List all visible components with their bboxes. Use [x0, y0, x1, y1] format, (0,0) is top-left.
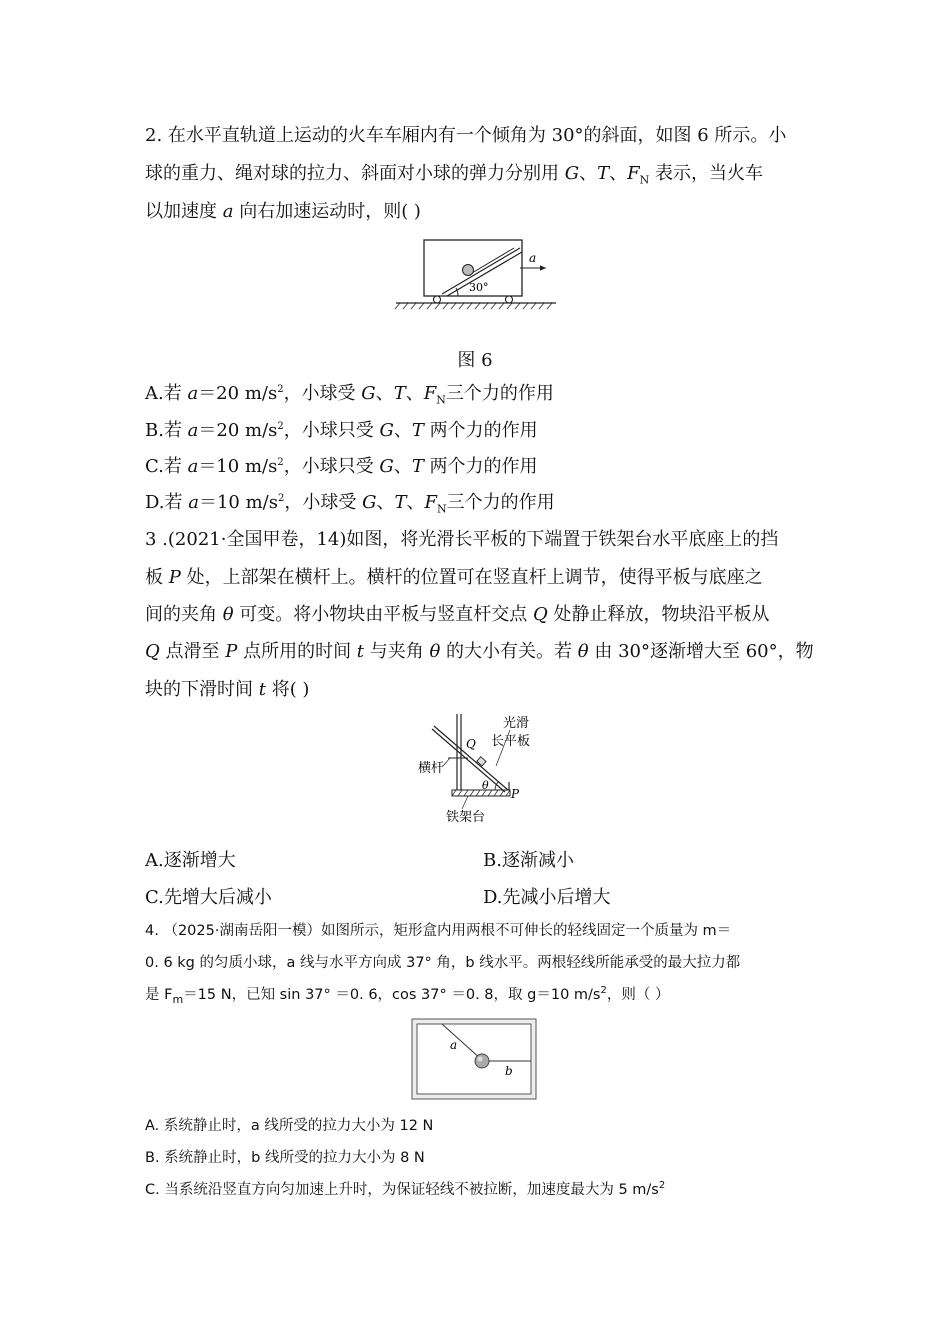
- q3-board-label-1: 光滑: [503, 716, 530, 731]
- q2-angle-label: 30°: [469, 281, 489, 294]
- q2-option-a[interactable]: A.若 a＝20 $m/s^2$，小球受 G、T、$F_N$三个力的作用: [145, 383, 554, 407]
- q3-bar-label: 横杆: [418, 761, 445, 776]
- q3-stand-label: 铁架台: [446, 810, 486, 825]
- q4-stem-line-3: 是 $F_m=15$ N，已知 sin 37° ＝0. 6，cos 37° ＝0. 8，取 g＝10 $m/s^2$，则（ ）: [145, 985, 670, 1006]
- q2-stem-line-2: 球的重力、绳对球的拉力、斜面对小球的弹力分别用 G、T、$F_N$ 表示，当火车: [145, 163, 763, 187]
- q4-option-b[interactable]: B. 系统静止时，b 线所受的拉力大小为 8 N: [145, 1150, 425, 1166]
- q2-stem-line-1: 2. 在水平直轨道上运动的火车车厢内有一个倾角为 30°的斜面，如图 6 所示。小: [145, 125, 787, 146]
- q3-stem-line-4: Q 点滑至 P 点所用的时间 t 与夹角 θ 的大小有关。若 θ 由 30°逐渐增大至 60°，物: [145, 641, 814, 662]
- q3-figure-iron-stand: [410, 710, 560, 830]
- q3-option-a[interactable]: A.逐渐增大: [145, 850, 236, 871]
- q2-figure-caption: 图 6: [457, 350, 493, 371]
- q2-option-d[interactable]: D.若 a＝10 $m/s^2$，小球受 G、T、$F_N$三个力的作用: [145, 492, 555, 516]
- q3-option-b[interactable]: B.逐渐减小: [483, 850, 574, 871]
- q3-P-label: P: [511, 787, 520, 801]
- q4-line-b-label: b: [505, 1064, 513, 1078]
- q3-stem-line-1: 3 .(2021·全国甲卷，14)如图，将光滑长平板的下端置于铁架台水平底座上的挡: [145, 529, 779, 550]
- q3-Q-label: Q: [466, 737, 476, 751]
- q3-stem-line-5: 块的下滑时间 t 将( ): [145, 679, 310, 700]
- q2-option-b[interactable]: B.若 a＝20 $m/s^2$，小球只受 G、T 两个力的作用: [145, 420, 538, 441]
- q3-stem-line-3: 间的夹角 θ 可变。将小物块由平板与竖直杆交点 Q 处静止释放，物块沿平板从: [145, 604, 770, 625]
- q2-stem-line-3: 以加速度 a 向右加速运动时，则( ): [145, 201, 421, 222]
- q4-option-a[interactable]: A. 系统静止时，a 线所受的拉力大小为 12 N: [145, 1118, 434, 1134]
- q4-stem-line-1: 4. （2025·湖南岳阳一模）如图所示，矩形盒内用两根不可伸长的轻线固定一个质量为 m＝: [145, 923, 732, 939]
- q3-stem-line-2: 板 P 处，上部架在横杆上。横杆的位置可在竖直杆上调节，使得平板与底座之: [145, 567, 763, 588]
- q2-figure-train-car: [392, 236, 562, 316]
- q3-theta-label: θ: [482, 779, 489, 792]
- q4-line-a-label: a: [450, 1038, 458, 1052]
- q4-stem-line-2: 0. 6 kg 的匀质小球，a 线与水平方向成 37° 角，b 线水平。两根轻线所能承受的最大拉力都: [145, 955, 741, 971]
- q3-option-d[interactable]: D.先减小后增大: [483, 887, 611, 908]
- q2-accel-label: a: [529, 251, 537, 265]
- q4-option-c[interactable]: C. 当系统沿竖直方向匀加速上升时，为保证轻线不被拉断，加速度最大为 5 $m/s^2$: [145, 1180, 666, 1198]
- q2-option-c[interactable]: C.若 a＝10 $m/s^2$，小球只受 G、T 两个力的作用: [145, 456, 538, 477]
- q4-figure-box: [410, 1017, 540, 1102]
- q3-board-label-2: 长平板: [491, 734, 531, 749]
- q3-option-c[interactable]: C.先增大后减小: [145, 887, 272, 908]
